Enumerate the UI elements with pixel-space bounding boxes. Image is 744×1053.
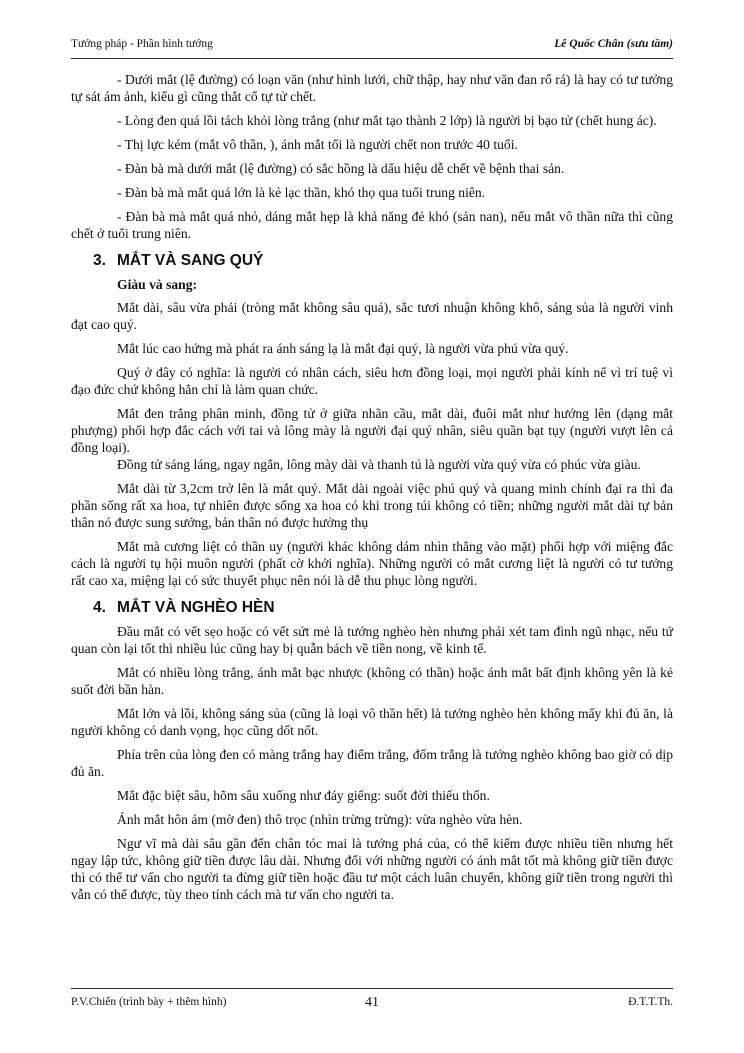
- paragraph: - Đàn bà mà mắt quá lớn là kẻ lạc thần, khó thọ qua tuổi trung niên.: [117, 185, 486, 200]
- paragraph: Mắt dài, sâu vừa phải (tròng mắt không sâu quá), sắc tươi nhuận không khô, sáng sủa là người vinh đạt cao quý.: [71, 300, 673, 332]
- section-title: MẮT VÀ SANG QUÝ: [117, 252, 264, 269]
- paragraph: Mắt đặc biệt sâu, hõm sâu xuống như đáy giếng: suốt đời thiếu thốn.: [117, 788, 490, 803]
- page-content: [71, 71, 673, 910]
- paragraph: Mắt lớn và lồi, không sáng sủa (cũng là loại vô thần hết) là tướng nghèo hèn không mấy khi đủ ăn, là người không có danh vọng, học cũng dốt nốt.: [71, 706, 673, 738]
- paragraph: Ngư vĩ mà dài sâu gần đến chân tóc mai là tướng phá của, có thể kiếm được nhiều tiền nhưng hết ngay lập tức, không giữ tiền được lâu dài. Nhưng đối với những người có ánh mắt tốt mà không giữ tiền được thì có thể tư vấn cho người ta đừng giữ tiền hoặc đầu tư một cách luân chuyển, không giữ tiền trong người thì vẫn có thể được, tùy theo tính cách mà tư vấn cho người ta.: [71, 836, 673, 902]
- paragraph: Mắt dài từ 3,2cm trở lên là mắt quý. Mắt dài ngoài việc phú quý và quang minh chính đại ra thì đa phần sống rất xa hoa, tự nhiên được sống xa hoa có khi trong túi không có tiền; những người mắt dài tự bản thân nó được sung sướng, bản thân nó được hưởng thụ: [71, 481, 673, 530]
- header-right-author: Lê Quốc Chân (sưu tầm): [554, 38, 673, 50]
- paragraph: Mắt có nhiều lòng trắng, ánh mắt bạc nhược (không có thần) hoặc ánh mắt bất định không yên là kẻ suốt đời bần hàn.: [71, 665, 673, 697]
- paragraph: Mắt lúc cao hứng mà phát ra ánh sáng lạ là mắt đại quý, là người vừa phú vừa quý.: [117, 341, 569, 356]
- paragraph: Ánh mắt hôn ám (mờ đen) thô trọc (nhìn trừng trừng): vừa nghèo vừa hèn.: [117, 812, 523, 827]
- footer-rule: [71, 988, 673, 989]
- footer-left-credit: P.V.Chiến (trình bày + thêm hình): [71, 996, 227, 1008]
- section-heading: [93, 599, 673, 617]
- paragraph: Đầu mắt có vết sẹo hoặc có vết sứt mẻ là tướng nghèo hèn nhưng phải xét tam đình ngũ nhạc, nếu tứ quan còn lại tốt thì nhiều lúc cũng hay bị quẫn bách về tiền nong, về kinh tế.: [71, 624, 673, 656]
- paragraph: - Dưới mắt (lệ đường) có loạn văn (như hình lưới, chữ thập, hay như văn đan rổ rá) là hay có tư tưởng tự sát ám ảnh, kiểu gì cũng thắt cổ tự tử chết.: [71, 72, 673, 104]
- section-number: 4.: [93, 599, 106, 616]
- paragraph: - Đàn bà mà dưới mắt (lệ đường) có sắc hồng là dấu hiệu dễ chết về bệnh thai sản.: [117, 161, 565, 176]
- paragraph: Quý ở đây có nghĩa: là người có nhân cách, siêu hơn đồng loại, mọi người phải kính nể vì trí tuệ vì đạo đức chứ không hẳn chỉ là làm quan chức.: [71, 365, 673, 397]
- paragraph: Đồng tử sáng láng, ngay ngắn, lông mày dài và thanh tú là người vừa quý vừa có phúc vừa giàu.: [117, 457, 641, 472]
- footer-right-credit: Đ.T.T.Th.: [628, 996, 673, 1008]
- paragraph: - Đàn bà mà mắt quá nhỏ, dáng mắt hẹp là khả năng đẻ khó (sản nan), nếu mắt vô thần nữa thì cũng chết ở tuổi trung niên.: [71, 209, 673, 241]
- section-title: MẮT VÀ NGHÈO HÈN: [117, 599, 275, 616]
- section-heading: [93, 252, 673, 270]
- header-rule: [71, 58, 673, 59]
- paragraph: - Lòng đen quá lồi tách khỏi lòng trắng (như mắt tạo thành 2 lớp) là người bị bạo tử (chết hung ác).: [117, 113, 657, 128]
- page-header: [71, 38, 673, 50]
- header-left-title: Tướng pháp - Phần hình tướng: [71, 38, 213, 50]
- paragraph: - Thị lực kém (mắt vô thần, ), ánh mắt tối là người chết non trước 40 tuổi.: [117, 137, 518, 152]
- subsection-heading: Giàu và sang:: [117, 277, 198, 292]
- section-number: 3.: [93, 252, 106, 269]
- paragraph: Mắt mà cương liệt có thần uy (người khác không dám nhìn thẳng vào mặt) phối hợp với miệng đắc cách là người tụ hội muôn người (phất cờ khởi nghĩa). Những người có mắt cương liệt là người có tư tưởng rất cao xa, miệng lại có sức thuyết phục nên nói là dễ thu phục lòng người.: [71, 539, 673, 588]
- page-footer: [71, 996, 673, 1008]
- paragraph: Phía trên của lòng đen có màng trắng hay điểm trắng, đốm trắng là tướng nghèo không bao giờ có dịp đủ ăn.: [71, 747, 673, 779]
- page-number: 41: [365, 995, 379, 1010]
- paragraph: Mắt đen trắng phân minh, đồng tử ở giữa nhãn cầu, mắt dài, đuôi mắt như hướng lên (dạng mắt phượng) phối hợp đắc cách với tai và lông mày là người đại quý nhân, siêu quần bạt tụy (người vượt lên cả đồng loại).: [71, 406, 673, 455]
